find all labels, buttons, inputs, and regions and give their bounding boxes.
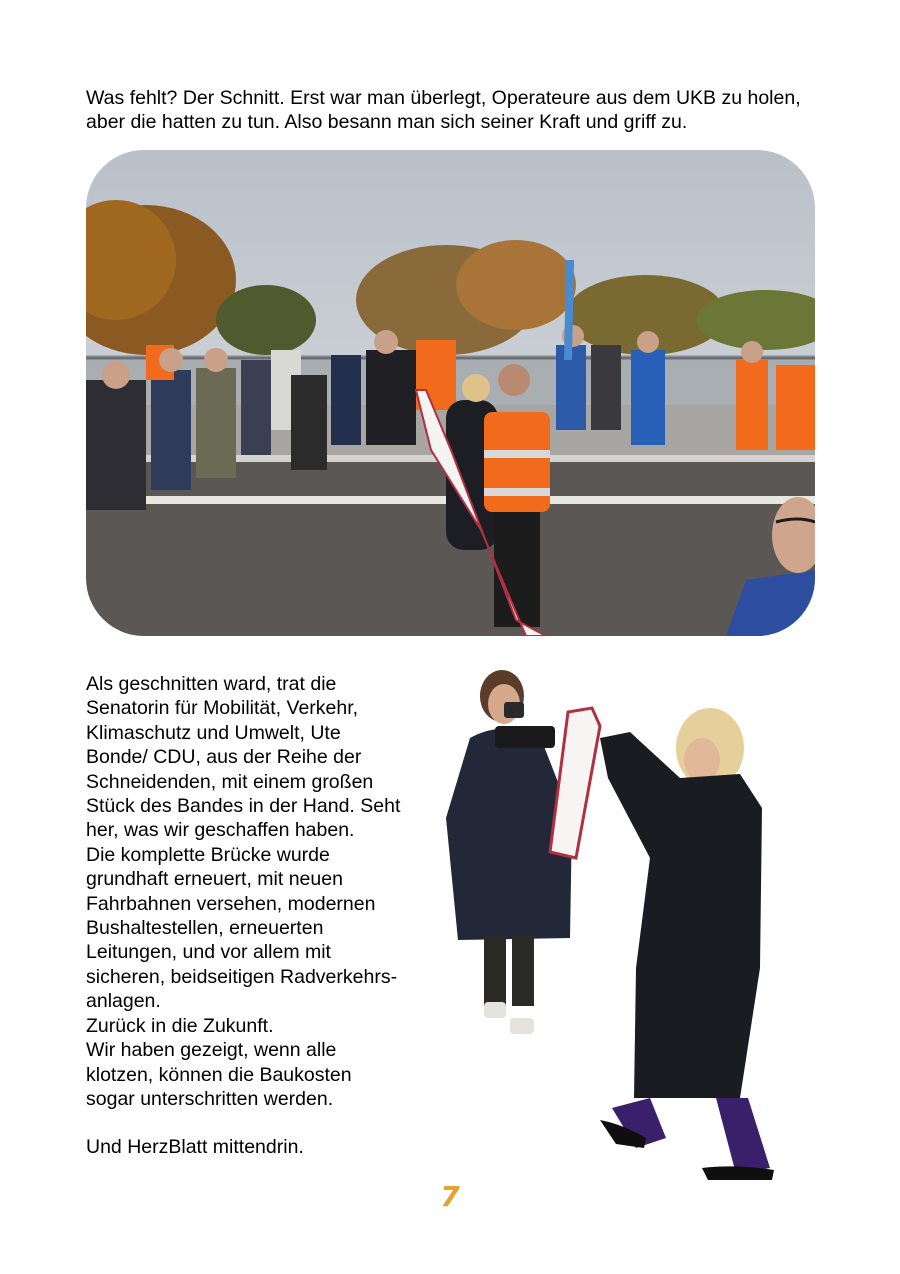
cutout-photo xyxy=(440,668,790,1188)
body-line: Zurück in die Zukunft. xyxy=(86,1014,274,1037)
body-line: sogar unterschritten werden. xyxy=(86,1087,334,1110)
body-line: Klimaschutz und Umwelt, Ute xyxy=(86,721,341,744)
body-line: Wir haben gezeigt, wenn alle xyxy=(86,1039,337,1062)
body-line: Bonde/ CDU, aus der Reihe der xyxy=(86,746,362,769)
senator-black-coat xyxy=(600,708,774,1180)
body-line: Bushaltestellen, erneuerten xyxy=(86,917,324,940)
body-line: grundhaft erneuert, mit neuen xyxy=(86,868,343,891)
ribbon-piece xyxy=(550,708,600,858)
body-line: klotzen, können die Baukosten xyxy=(86,1063,352,1086)
page-number: 7 xyxy=(440,1180,460,1213)
body-line: Schneidenden, mit einem großen xyxy=(86,770,374,793)
body-line: her, was wir geschaffen haben. xyxy=(86,819,355,842)
body-line: Als geschnitten ward, trat die xyxy=(86,673,337,695)
body-line: Stück des Bandes in der Hand. Seht xyxy=(86,795,401,818)
ribbon-cutting-photo xyxy=(86,150,815,636)
body-line: Fahrbahnen versehen, modernen xyxy=(86,892,376,915)
body-line: sicheren, beidseitigen Radverkehrs- xyxy=(86,965,398,988)
body-line: Senatorin für Mobilität, Verkehr, xyxy=(86,697,359,720)
body-line: anlagen. xyxy=(86,990,161,1013)
intro-paragraph: Was fehlt? Der Schnitt. Erst war man überlegt, Operateure aus dem UKB zu holen, aber die hatten zu tun. Also besann man sich seiner Kraft und griff zu. xyxy=(86,87,801,133)
body-text xyxy=(86,672,436,1160)
closing-line: Und HerzBlatt mittendrin. xyxy=(86,1136,304,1159)
body-line: Die komplette Brücke wurde xyxy=(86,843,330,866)
body-line: Leitungen, und vor allem mit xyxy=(86,941,331,964)
